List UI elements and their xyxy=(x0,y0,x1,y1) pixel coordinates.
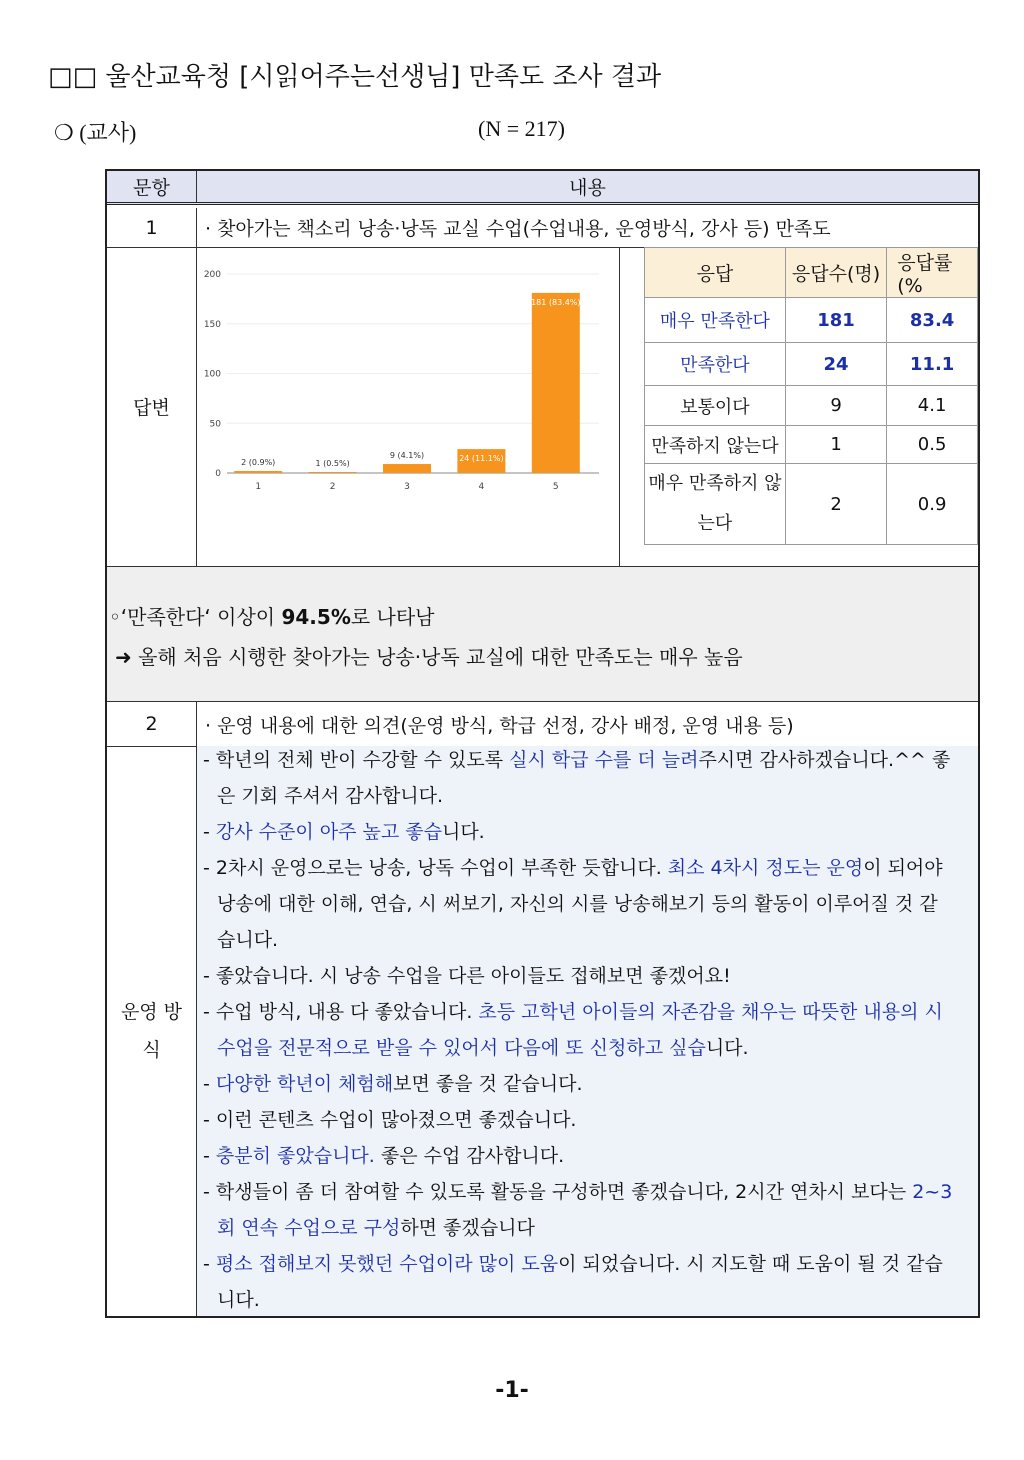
list-item: - 이런 콘텐츠 수업이 많아졌으면 좋겠습니다. xyxy=(203,1109,577,1131)
response-table xyxy=(644,247,978,545)
summary-text: 로 나타남 xyxy=(350,605,435,629)
table-row xyxy=(645,426,978,464)
comment-text: 니다. xyxy=(705,1037,749,1059)
comment-text: 좋은 수업 감사합니다. xyxy=(374,1145,565,1167)
y-tick-label: 50 xyxy=(209,419,221,430)
page-title: □□ 울산교육청 [시읽어주는선생님] 만족도 조사 결과 xyxy=(48,62,662,92)
comment-text: 습니다. xyxy=(217,929,279,951)
chart-bar xyxy=(234,471,282,473)
row-label-line2: 는다 xyxy=(697,513,733,534)
header-content: 내용 xyxy=(569,177,606,199)
chart-bar xyxy=(309,472,357,473)
row-rate: 0.5 xyxy=(887,426,978,464)
data-label: 1 (0.5%) xyxy=(315,459,350,469)
list-item xyxy=(203,746,950,814)
q2-text: · 운영 내용에 대한 의견(운영 방식, 학급 선정, 강사 배정, 운영 내용 등) xyxy=(205,714,794,737)
page-number: -1- xyxy=(495,1378,529,1403)
q1-number: 1 xyxy=(107,208,197,247)
comment-text: - xyxy=(203,1253,216,1275)
comment-text: 보면 좋을 것 같습니다. xyxy=(393,1073,583,1095)
list-item: - 좋았습니다. 시 낭송 수업을 다른 아이들도 접해보면 좋겠어요! xyxy=(203,965,731,987)
comment-highlight: 회 연속 수업으로 구성 xyxy=(217,1217,401,1239)
summary-line-1 xyxy=(109,601,435,630)
list-item xyxy=(203,994,943,1066)
x-tick-label: 2 xyxy=(329,482,336,492)
row-rate: 4.1 xyxy=(887,386,978,426)
y-tick-label: 150 xyxy=(203,319,221,330)
col-rate: 응답률(% xyxy=(887,248,978,298)
comment-text: 주시면 감사하겠습니다.^^ 좋 xyxy=(698,749,951,771)
list-item xyxy=(203,814,485,850)
operation-label xyxy=(107,746,197,1316)
list-item xyxy=(203,1246,943,1316)
chart-bar xyxy=(383,464,431,473)
x-tick-label: 5 xyxy=(552,482,559,492)
row-label: 매우 만족한다 xyxy=(645,298,786,343)
data-label: 181 (83.4%) xyxy=(531,297,581,307)
sample-size: (N = 217) xyxy=(478,116,565,141)
list-item xyxy=(203,850,943,958)
header-item: 문항 xyxy=(107,171,197,202)
list-item xyxy=(203,1138,564,1174)
row-label: 만족한다 xyxy=(645,343,786,386)
comment-highlight: 최소 4차시 정도는 운영 xyxy=(667,857,864,879)
comment-text: 니다. xyxy=(217,1289,260,1311)
data-label: 2 (0.9%) xyxy=(241,458,276,468)
table-row xyxy=(645,386,978,426)
row-label xyxy=(645,464,786,545)
row-count: 24 xyxy=(785,343,886,386)
comment-text: - 학년의 전체 반이 수강할 수 있도록 xyxy=(203,749,510,771)
y-tick-label: 0 xyxy=(215,469,221,479)
row-rate: 0.9 xyxy=(887,464,978,545)
row-label: 만족하지 않는다 xyxy=(645,426,786,464)
comment-highlight: 2~3 xyxy=(912,1181,953,1203)
comment-highlight: 강사 수준이 아주 높고 좋습 xyxy=(215,821,442,843)
y-tick-label: 100 xyxy=(203,369,221,380)
comment-text: - xyxy=(203,1145,216,1167)
x-tick-label: 1 xyxy=(255,482,262,492)
chart-bar xyxy=(532,293,580,473)
summary-percent: 94.5% xyxy=(281,605,351,629)
summary-text: ◦‘만족한다‘ 이상이 xyxy=(109,605,282,629)
q2-number: 2 xyxy=(107,702,197,746)
row-label-line1: 매우 만족하지 않 xyxy=(648,473,782,494)
label-line: 운영 방 xyxy=(120,1001,183,1023)
q1-text: · 찾아가는 책소리 낭송·낭독 교실 수업(수업내용, 운영방식, 강사 등) 만족도 xyxy=(205,218,831,240)
label-line: 식 xyxy=(142,1039,161,1061)
bar-chart xyxy=(199,249,619,564)
comment-text: - xyxy=(203,1073,216,1095)
data-label: 9 (4.1%) xyxy=(389,451,425,461)
comment-highlight: 충분히 좋았습니다. xyxy=(215,1145,375,1167)
table-row xyxy=(645,464,978,545)
table-row xyxy=(645,298,978,343)
row-count: 2 xyxy=(785,464,886,545)
comment-text: 낭송에 대한 이해, 연습, 시 써보기, 자신의 시를 낭송해보기 등의 활동이 이루어질 것 같 xyxy=(217,893,938,915)
x-tick-label: 3 xyxy=(404,482,410,492)
comments-list xyxy=(197,746,978,1316)
list-item xyxy=(203,1174,952,1246)
comment-text: - 2차시 운영으로는 낭송, 낭독 수업이 부족한 듯합니다. xyxy=(203,857,668,879)
comment-text: 니다. xyxy=(441,821,485,843)
col-count: 응답수(명) xyxy=(785,248,886,298)
summary-line-2: ➜ 올해 처음 시행한 찾아가는 낭송·낭독 교실에 대한 만족도는 매우 높음 xyxy=(115,645,743,669)
answer-label: 답변 xyxy=(107,247,197,566)
survey-table xyxy=(105,169,980,1318)
summary-box xyxy=(107,566,978,702)
row-rate: 83.4 xyxy=(887,298,978,343)
comment-text: 이 되어야 xyxy=(863,857,943,879)
row-rate: 11.1 xyxy=(887,343,978,386)
comment-highlight: 다양한 학년이 체험해 xyxy=(215,1073,394,1095)
x-tick-label: 4 xyxy=(478,482,485,492)
comment-highlight: 수업을 전문적으로 받을 수 있어서 다음에 또 신청하고 싶습 xyxy=(217,1037,706,1059)
row-count: 1 xyxy=(785,426,886,464)
col-response: 응답 xyxy=(645,248,786,298)
comment-highlight: 초등 고학년 아이들의 자존감을 채우는 따뜻한 내용의 시 xyxy=(478,1001,943,1023)
row-count: 9 xyxy=(785,386,886,426)
comment-text: 은 기회 주셔서 감사합니다. xyxy=(217,785,444,807)
data-label: 24 (11.1%) xyxy=(459,454,504,464)
row-label: 보통이다 xyxy=(645,386,786,426)
respondent-group: ❍ (교사) xyxy=(54,120,137,145)
row-count: 181 xyxy=(785,298,886,343)
comment-text: - 수업 방식, 내용 다 좋았습니다. xyxy=(203,1001,479,1023)
list-item xyxy=(203,1066,583,1102)
comment-text: - xyxy=(203,821,216,843)
comment-text: - 학생들이 좀 더 참여할 수 있도록 활동을 구성하면 좋겠습니다, 2시간 연차시 보다는 xyxy=(203,1181,913,1203)
comment-text: 이 되었습니다. 시 지도할 때 도움이 될 것 같습 xyxy=(558,1253,943,1275)
comment-text: 하면 좋겠습니다 xyxy=(400,1217,535,1239)
comment-highlight: 평소 접해보지 못했던 수업이라 많이 도움 xyxy=(215,1253,559,1275)
y-tick-label: 200 xyxy=(203,270,221,280)
comment-highlight: 실시 학급 수를 더 늘려 xyxy=(509,749,699,771)
table-header xyxy=(107,171,978,205)
table-row xyxy=(645,343,978,386)
